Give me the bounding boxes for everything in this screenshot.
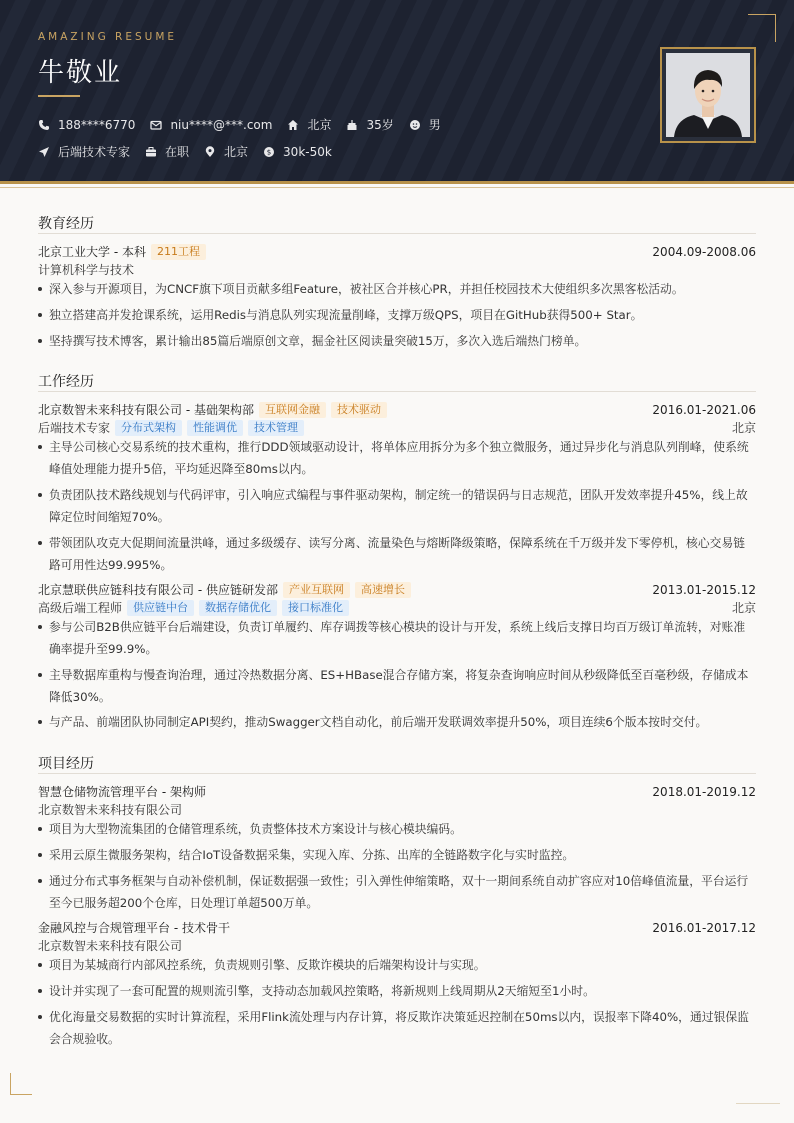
education-entry-header xyxy=(38,243,756,260)
project-bullet: 优化海量交易数据的实时计算流程，采用Flink流处理与内存计算，将反欺诈决策延迟控制在50ms以内，误报率下降40%，通过银保监会合规验收。 xyxy=(38,1006,756,1050)
role-tag: 接口标准化 xyxy=(282,600,349,616)
work-role-row xyxy=(38,599,756,616)
corner-ornament xyxy=(748,14,776,42)
intent-row xyxy=(38,143,347,160)
role-title: 后端技术专家 xyxy=(38,421,111,435)
mail-icon xyxy=(150,119,162,131)
intent-title-text: 后端技术专家 xyxy=(58,145,131,159)
project-name: 金融风控与合规管理平台 - 技术骨干 xyxy=(38,921,230,935)
avatar xyxy=(666,53,750,137)
major-text: 计算机科学与技术 xyxy=(38,263,135,277)
project-company: 北京数智未来科技有限公司 xyxy=(38,803,183,817)
company-tag: 互联网金融 xyxy=(259,402,326,418)
candidate-name: 牛敬业 xyxy=(38,58,123,88)
avatar-frame xyxy=(660,47,756,143)
role-tag: 供应链中台 xyxy=(127,600,194,616)
work-bullet: 与产品、前端团队协同制定API契约，推动Swagger文档自动化，前后端开发联调效率提升50%，项目连续6个版本按时交付。 xyxy=(38,711,756,733)
section-title-work: 工作经历 xyxy=(38,374,94,390)
project-bullet: 设计并实现了一套可配置的规则流引擎，支持动态加载风控策略，将新规则上线周期从2天缩短至1小时。 xyxy=(38,980,756,1002)
contact-row xyxy=(38,116,456,133)
project-entry-header xyxy=(38,919,756,936)
project-company-row xyxy=(38,801,756,818)
work-dates: 2013.01-2015.12 xyxy=(652,582,756,597)
education-bullet: 独立搭建高并发抢课系统，运用Redis与消息队列实现流量削峰，支撑万级QPS，项目在GitHub获得500+ Star。 xyxy=(38,304,756,326)
company-tag: 高速增长 xyxy=(355,582,411,598)
section-divider xyxy=(38,233,756,234)
avatar-portrait xyxy=(666,53,750,137)
header-tagline: AMAZING RESUME xyxy=(38,31,178,43)
section-title-education: 教育经历 xyxy=(38,216,94,232)
gender-text: 男 xyxy=(428,118,441,132)
corner-ornament xyxy=(736,1103,780,1104)
gender-item xyxy=(409,116,441,133)
role-title: 高级后端工程师 xyxy=(38,601,123,615)
location-item xyxy=(287,116,331,133)
money-icon xyxy=(263,146,275,158)
section-divider xyxy=(38,773,756,774)
project-entry-header xyxy=(38,783,756,800)
work-role-row xyxy=(38,419,756,436)
project-bullet: 项目为大型物流集团的仓储管理系统，负责整体技术方案设计与核心模块编码。 xyxy=(38,818,756,840)
role-tag: 数据存储优化 xyxy=(199,600,277,616)
send-icon xyxy=(38,146,50,158)
role-tag: 技术管理 xyxy=(248,420,304,436)
cake-icon xyxy=(346,119,358,131)
project-name: 智慧仓储物流管理平台 - 架构师 xyxy=(38,785,206,799)
section-divider xyxy=(38,391,756,392)
work-bullet: 负责团队技术路线规划与代码评审，引入响应式编程与事件驱动架构，制定统一的错误码与日志规范，团队开发效率提升45%，线上故障定位时间缩短70%。 xyxy=(38,484,756,528)
home-icon xyxy=(287,119,299,131)
section-title-projects: 项目经历 xyxy=(38,756,94,772)
map-pin-icon xyxy=(204,146,216,158)
work-entry-header xyxy=(38,581,756,598)
company-name: 北京数智未来科技有限公司 - 基础架构部 xyxy=(38,403,254,417)
name-underline xyxy=(38,95,80,97)
work-dates: 2016.01-2021.06 xyxy=(652,402,756,417)
role-tag: 分布式架构 xyxy=(115,420,182,436)
work-entry-header xyxy=(38,401,756,418)
email-item xyxy=(150,118,272,132)
person-icon xyxy=(409,119,421,131)
phone-item xyxy=(38,118,135,132)
school-name: 北京工业大学 - 本科 xyxy=(38,245,146,259)
work-city: 北京 xyxy=(731,601,756,615)
work-bullet: 主导公司核心交易系统的技术重构，推行DDD领域驱动设计，将单体应用拆分为多个独立微服务，通过异步化与消息队列削峰，使系统峰值处理能力提升5倍，平均延迟降至80ms以内。 xyxy=(38,436,756,480)
intent-city-item xyxy=(204,143,248,160)
project-dates: 2016.01-2017.12 xyxy=(652,920,756,935)
education-dates: 2004.09-2008.06 xyxy=(652,244,756,259)
svg-text:$: $ xyxy=(266,148,272,157)
project-dates: 2018.01-2019.12 xyxy=(652,784,756,799)
education-bullet: 坚持撰写技术博客，累计输出85篇后端原创文章，掘金社区阅读量突破15万，多次入选后端热门榜单。 xyxy=(38,330,756,352)
intent-title-item xyxy=(38,143,130,160)
company-tag: 产业互联网 xyxy=(283,582,350,598)
email-text: niu****@***.com xyxy=(170,117,273,132)
work-bullet: 带领团队攻克大促期间流量洪峰，通过多级缓存、读写分离、流量染色与熔断降级策略，保障系统在千万级并发下零停机，核心交易链路可用性达99.995%。 xyxy=(38,532,756,576)
project-company: 北京数智未来科技有限公司 xyxy=(38,939,183,953)
company-name: 北京慧联供应链科技有限公司 - 供应链研发部 xyxy=(38,583,278,597)
work-bullet: 主导数据库重构与慢查询治理，通过冷热数据分离、ES+HBase混合存储方案，将复杂查询响应时间从秒级降低至百毫秒级，存储成本降低30%。 xyxy=(38,664,756,708)
phone-text: 188****6770 xyxy=(58,117,136,132)
intent-city-text: 北京 xyxy=(224,145,249,159)
corner-ornament xyxy=(10,1073,32,1095)
work-city: 北京 xyxy=(731,421,756,435)
school-tag: 211工程 xyxy=(151,244,206,260)
project-company-row xyxy=(38,937,756,954)
project-bullet: 通过分布式事务框架与自动补偿机制，保证数据强一致性；引入弹性伸缩策略，双十一期间系统自动扩容应对10倍峰值流量，平台运行至今已服务超200个仓库，日处理订单超500万单。 xyxy=(38,870,756,914)
briefcase-icon xyxy=(145,146,157,158)
project-bullet: 采用云原生微服务架构，结合IoT设备数据采集，实现入库、分拣、出库的全链路数字化与实时监控。 xyxy=(38,844,756,866)
role-tag: 性能调优 xyxy=(187,420,243,436)
age-text: 35岁 xyxy=(366,118,394,132)
resume-header xyxy=(0,0,794,184)
education-bullet: 深入参与开源项目，为CNCF旗下项目贡献多组Feature，被社区合并核心PR，并担任校园技术大使组织多次黑客松活动。 xyxy=(38,278,756,300)
phone-icon xyxy=(38,119,50,131)
project-bullet: 项目为某城商行内部风控系统，负责规则引擎、反欺诈模块的后端架构设计与实现。 xyxy=(38,954,756,976)
location-text: 北京 xyxy=(307,118,332,132)
work-bullet: 参与公司B2B供应链平台后端建设，负责订单履约、库存调拨等核心模块的设计与开发，系统上线后支撑日均百万级订单流转，对账准确率提升至99.9%。 xyxy=(38,616,756,660)
status-item xyxy=(145,143,189,160)
salary-text: 30k-50k xyxy=(283,144,332,159)
education-major xyxy=(38,261,756,278)
salary-item xyxy=(263,145,332,159)
company-tag: 技术驱动 xyxy=(331,402,387,418)
status-text: 在职 xyxy=(165,145,190,159)
age-item xyxy=(346,116,393,133)
